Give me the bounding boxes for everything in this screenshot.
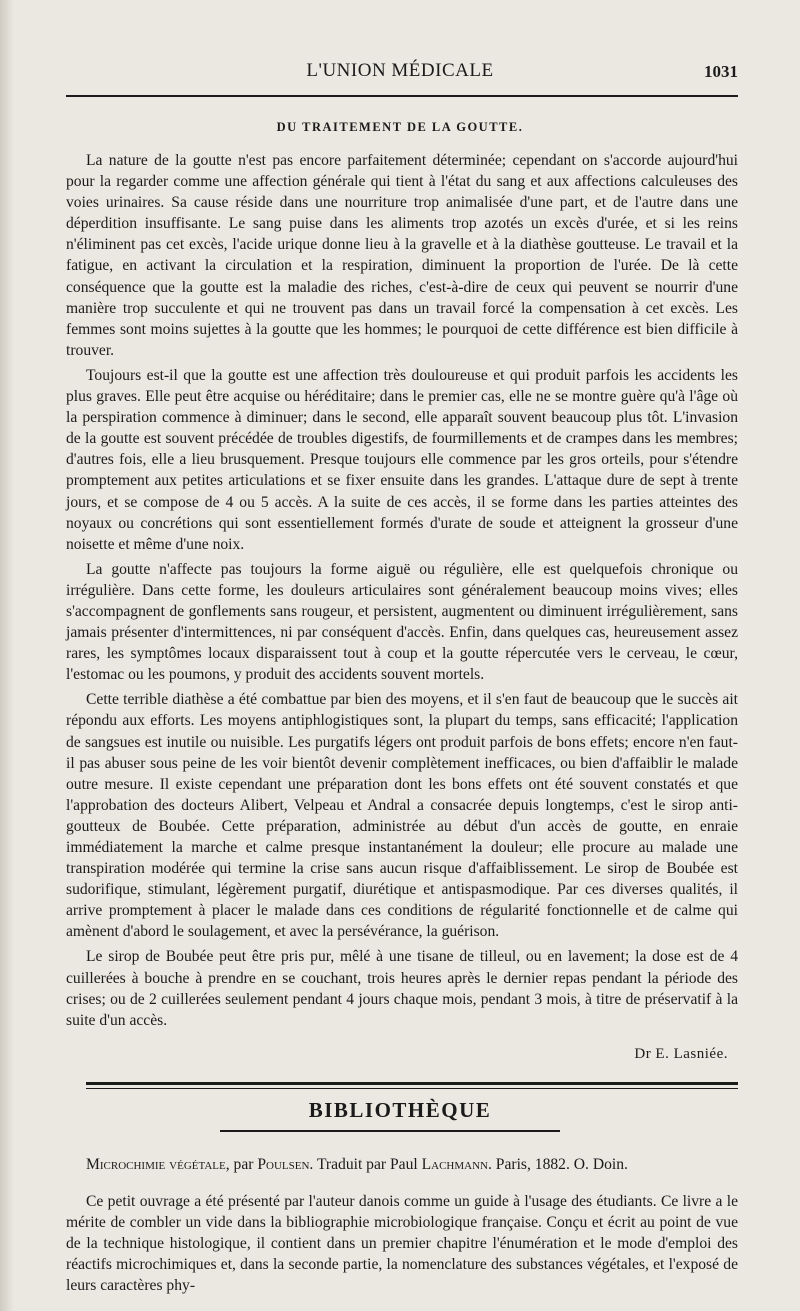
- header-rule: [66, 95, 738, 97]
- running-head: [60, 58, 740, 88]
- article-paragraph: La goutte n'affecte pas toujours la forme aiguë ou régulière, elle est quelquefois chronique ou irrégulière. Dans cette forme, les douleurs articulaires sont généralement beaucoup moins vives; elles s'accompagnent de gonflements sans rougeur, et persistent, augmentent ou diminuent irrégulièrement, sans jamais présenter d'intermittences, ni par conséquent d'accès. Enfin, dans quelques cas, heureusement assez rares, les symptômes locaux disparaissent tout à coup et la goutte répercutée vers le cerveau, le cœur, l'estomac ou les poumons, y produit des accidents souvent mortels.: [66, 560, 738, 684]
- book-translation: Traduit par Paul: [316, 1156, 418, 1173]
- bibliotheque-underline: [220, 1130, 560, 1132]
- article-title: DU TRAITEMENT DE LA GOUTTE.: [276, 120, 524, 134]
- bibliotheque-paragraph: Ce petit ouvrage a été présenté par l'auteur danois comme un guide à l'usage des étudiants. Ce livre a le mérite de combler un vide dans la bibliographie microbiologique française. Conçu et écrit au point de vue de la technique histologique, il contient dans un premier chapitre l'énumération et le mode d'emploi des réactifs microchimiques et, dans la seconde partie, la nomenclature des substances végétales, et l'exposé de leurs caractères phy-: [66, 1193, 738, 1295]
- section-rule-thin: [86, 1088, 738, 1089]
- section-rule-thick: [86, 1082, 738, 1085]
- page-number: 1031: [704, 62, 738, 81]
- book-author: Poulsen.: [257, 1156, 314, 1173]
- journal-title: L'UNION MÉDICALE: [306, 60, 494, 81]
- bibliotheque-title: BIBLIOTHÈQUE: [308, 1098, 492, 1122]
- page-edge-shadow: [0, 0, 14, 1311]
- article-paragraph: Le sirop de Boubée peut être pris pur, mêlé à une tisane de tilleul, ou en lavement; la dose est de 4 cuillerées à bouche à prendre en se couchant, trois heures après le dernier repas pendant la période des crises; ou de 2 cuillerées seulement pendant 4 jours chaque mois, pendant 3 mois, à titre de préservatif à la suite d'un accès.: [66, 948, 738, 1029]
- article-body: [66, 150, 738, 1035]
- article-paragraph: Toujours est-il que la goutte est une affection très douloureuse et qui produit parfois les accidents les plus graves. Elle peut être acquise ou héréditaire; dans le premier cas, elle ne se montre guère qu'à l'âge où la perspiration commence à diminuer; dans le second, elle apparaît souvent beaucoup plus tôt. L'invasion de la goutte est souvent précédée de troubles digestifs, de fourmillements et de crampes dans les membres; d'autres fois, elle a lieu brusquement. Presque toujours elle commence par les gros orteils, pour s'étendre promptement aux petites articulations et se fixer ensuite dans les grandes. L'attaque dure de sept à trente jours, et se compose de 4 ou 5 accès. A la suite de ces accès, il se forme dans les parties atteintes des noyaux ou concrétions qui sont essentiellement formés d'urate de soude et atteignent la grosseur d'une noisette et même d'une noix.: [66, 366, 738, 553]
- bibliotheque-body: [66, 1191, 738, 1296]
- book-by: par: [233, 1156, 254, 1173]
- article-paragraph: La nature de la goutte n'est pas encore parfaitement déterminée; cependant on s'accorde aujourd'hui pour la regarder comme une affection générale qui tient à l'état du sang et aux affections calculeuses des voies urinaires. Sa cause réside dans une nourriture trop animalisée d'une part, et de l'autre dans une déperdition insuffisante. Le sang puise dans les aliments trop azotés un excès d'urée, et si les reins n'éliminent pas cet excès, l'acide urique donne lieu à la gravelle et à la diathèse goutteuse. Le travail et la fatigue, en activant la circulation et la respiration, diminuent la proportion de l'urée. De là cette conséquence que la goutte est la maladie des riches, c'est-à-dire de ceux qui peuvent se nourrir d'une manière trop succulente et qui ne trouvent pas dans un travail forcé la compensation à cet excès. Les femmes sont moins sujettes à la goutte que les hommes; le pourquoi de cette différence est bien difficile à trouver.: [66, 152, 738, 359]
- article-paragraph: Cette terrible diathèse a été combattue par bien des moyens, et il s'en faut de beaucoup que le succès ait répondu aux efforts. Les moyens antiphlogistiques sont, la plupart du temps, sans efficacité; l'application de sangsues est inutile ou nuisible. Les purgatifs légers ont produit parfois de bons effets; encore n'en faut-il pas abuser sous peine de les voir bientôt devenir complètement inefficaces, ou bien d'affaiblir le malade outre mesure. Il existe cependant une préparation dont les bons effets ont été souvent constatés et que l'approbation des docteurs Alibert, Velpeau et Andral a consacrée depuis longtemps, c'est le sirop anti-goutteux de Boubée. Cette préparation, administrée au début d'un accès de goutte, en enraie immédiatement la marche et calme presque instantanément la douleur; elle procure au malade une transpiration modérée qui termine la crise sans aucun risque d'affaiblissement. Le sirop de Boubée est sudorifique, stimulant, légèrement purgatif, diurétique et antispasmodique. Par ces diverses qualités, il arrive promptement à placer le malade dans ces conditions de régularité fonctionnelle et de calme qui amènent d'abord le soulagement, et avec la persévérance, la guérison.: [66, 691, 738, 941]
- book-entry: [86, 1156, 738, 1174]
- book-publisher: Paris, 1882. O. Doin.: [495, 1156, 628, 1173]
- book-translator: Lachmann.: [421, 1156, 492, 1173]
- book-title: Microchimie végétale,: [86, 1156, 230, 1173]
- author-signature: Dr E. Lasniée.: [634, 1046, 728, 1062]
